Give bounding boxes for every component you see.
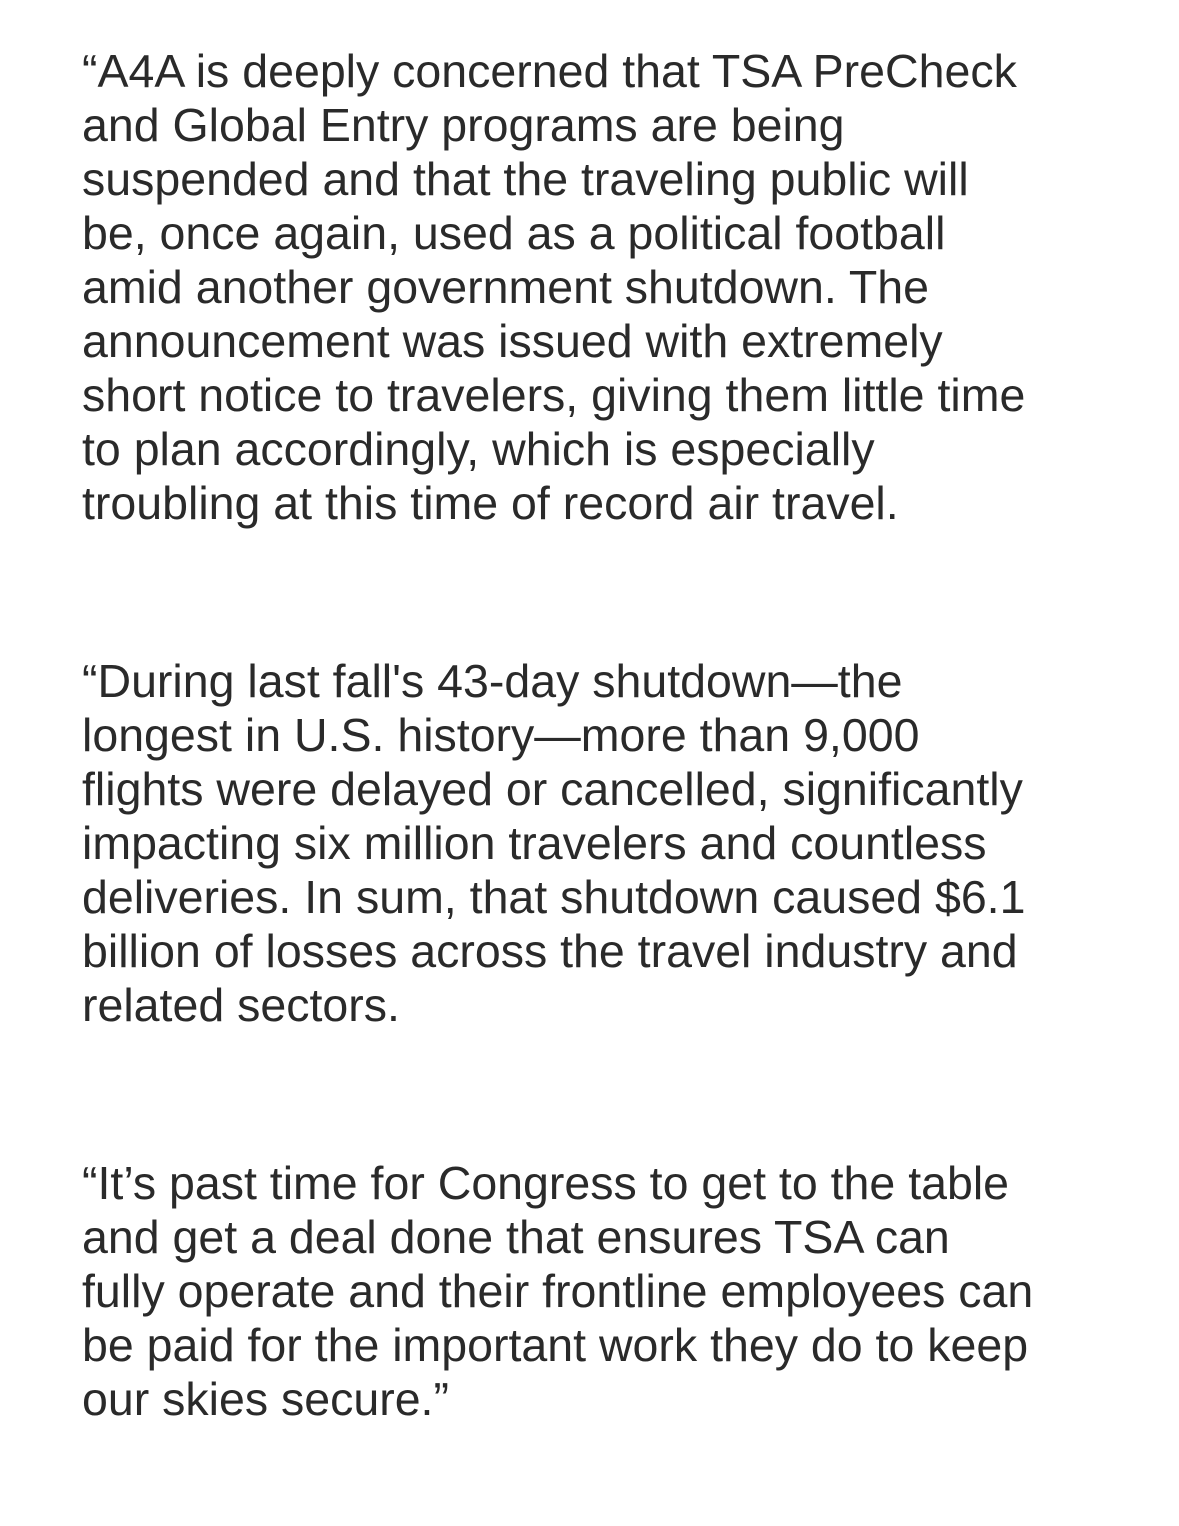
paragraph-precheck-concern: “A4A is deeply concerned that TSA PreCheck and Global Entry programs are being suspended and that the traveling public will be, once again, used as a political football amid another government shutdown. The announcement was issued with extremely short notice to travelers, giving them little time to plan accordingly, which is especially troubling at this time of record air travel. bbox=[82, 45, 1026, 529]
statement-document bbox=[82, 44, 1132, 1426]
paragraph-shutdown-impact: “During last fall's 43-day shutdown—the longest in U.S. history—more than 9,000 flights were delayed or cancelled, significantly impacting six million travelers and countless deliveries. In sum, that shutdown caused $6.1 billion of losses across the travel industry and related sectors. bbox=[82, 655, 1026, 1031]
paragraph-congress-call: “It’s past time for Congress to get to the table and get a deal done that ensures TSA can fully operate and their frontline employees can be paid for the important work they do to keep our skies secure.” bbox=[82, 1157, 1034, 1425]
